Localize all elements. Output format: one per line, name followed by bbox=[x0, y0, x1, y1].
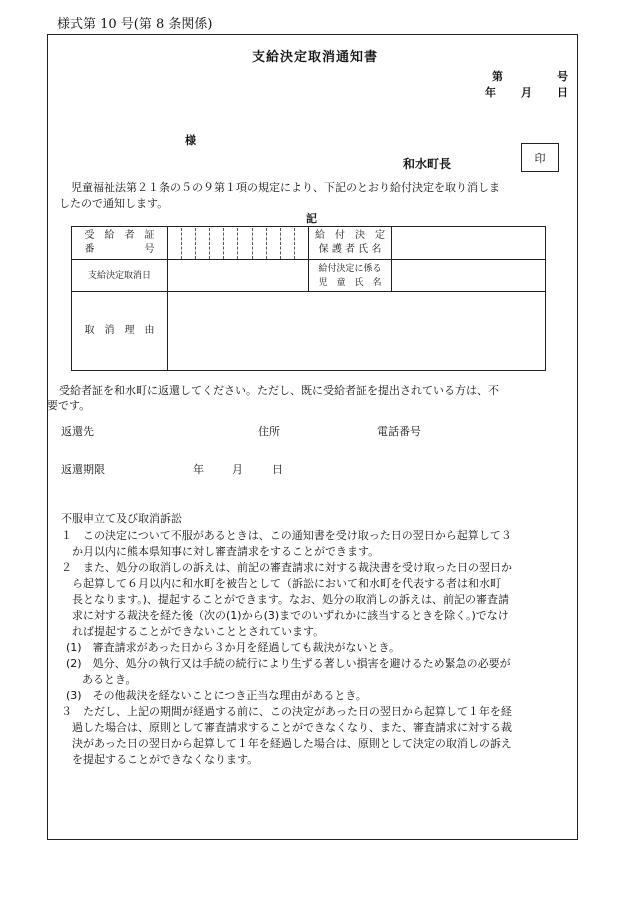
appeal-line: れば提起することができないこととされています。 bbox=[72, 625, 325, 638]
deadline-month: 月 bbox=[232, 463, 243, 476]
date-year: 年 bbox=[485, 86, 496, 99]
child-name-label: 給付決定に係る 児 童 氏 名 bbox=[309, 260, 392, 292]
form-number: 様式第 10 号(第 8 条関係) bbox=[57, 17, 213, 32]
recipient-number-label: 受 給 者 証 番 号 bbox=[72, 227, 168, 260]
appeal-line: (3) その他裁決を経ないことにつき正当な理由があるとき。 bbox=[66, 689, 367, 702]
cancel-date-field[interactable] bbox=[168, 260, 309, 292]
return-destination-label: 返還先 bbox=[61, 425, 94, 438]
appeal-line: ２ また、処分の取消しの訴えは、前記の審査請求に対する裁決書を受け取った日の翌日か bbox=[61, 561, 512, 574]
return-line-2: 要です。 bbox=[47, 399, 91, 412]
guardian-name-field[interactable] bbox=[392, 227, 546, 260]
intro-line-2: したので通知します。 bbox=[59, 197, 169, 210]
appeal-heading: 不服申立て及び取消訴訟 bbox=[61, 512, 182, 525]
date-day: 日 bbox=[557, 86, 568, 99]
deadline-year: 年 bbox=[193, 463, 204, 476]
appeal-line: １ この決定について不服があるときは、この通知書を受け取った日の翌日から起算して３ bbox=[61, 529, 512, 542]
return-line-1: 受給者証を和水町に返還してください。ただし、既に受給者証を提出されている方は、不 bbox=[59, 384, 499, 397]
appeal-line: か月以内に熊本県知事に対し審査請求をすることができます。 bbox=[72, 545, 380, 558]
appeal-line: ３ ただし、上記の期間が経過する前に、この決定があった日の翌日から起算して１年を経 bbox=[61, 705, 512, 718]
appeal-line: 決があった日の翌日から起算して１年を経過した場合は、原則として決定の取消しの訴え bbox=[72, 737, 512, 750]
date-month: 月 bbox=[521, 86, 532, 99]
appeal-line: 求に対する裁決を経た後（次の(1)から(3)までのいずれかに該当するときを除く。)でなけ bbox=[72, 609, 509, 622]
document-title: 支給決定取消通知書 bbox=[251, 50, 378, 65]
appeal-line: 過した場合は、原則として審査請求することができなくなり、また、審査請求に対する裁 bbox=[72, 721, 512, 734]
appeal-line: を提起することができなくなります。 bbox=[72, 753, 259, 766]
child-name-field[interactable] bbox=[392, 260, 546, 292]
return-address-label: 住所 bbox=[258, 425, 280, 438]
appeal-line: (2) 処分、処分の執行又は手続の続行により生ずる著しい損害を避けるため緊急の必要が bbox=[66, 657, 511, 670]
return-deadline-label: 返還期限 bbox=[61, 463, 105, 476]
intro-line-1: 児童福祉法第２１条の５の９第１項の規定により、下記のとおり給付決定を取り消しま bbox=[71, 181, 500, 194]
appeal-line: ら起算して６月以内に和水町を被告として（訴訟において和水町を代表する者は和水町 bbox=[72, 577, 501, 590]
return-phone-label: 電話番号 bbox=[377, 425, 421, 438]
appeal-line: あるとき。 bbox=[82, 673, 137, 686]
guardian-name-label: 給 付 決 定 保 護 者 氏 名 bbox=[309, 227, 392, 260]
ki-heading: 記 bbox=[306, 212, 317, 225]
cancel-reason-field[interactable] bbox=[168, 292, 546, 371]
number-label: 第 bbox=[492, 70, 503, 83]
seal-box bbox=[521, 143, 559, 172]
deadline-day: 日 bbox=[272, 463, 283, 476]
record-table bbox=[71, 226, 546, 371]
appeal-line: (1) 審査請求があった日から３か月を経過しても裁決がないとき。 bbox=[66, 641, 401, 654]
cancel-date-label: 支給決定取消日 bbox=[72, 260, 168, 292]
addressee-suffix: 様 bbox=[185, 134, 196, 147]
issuer-name: 和水町長 bbox=[403, 157, 452, 171]
number-suffix: 号 bbox=[557, 70, 568, 83]
cancel-reason-label: 取 消 理 由 bbox=[72, 292, 168, 371]
recipient-number-field[interactable] bbox=[168, 227, 309, 260]
appeal-line: 長となります。)、提起することができます。なお、処分の取消しの訴えは、前記の審査請 bbox=[72, 593, 510, 606]
seal-label: 印 bbox=[534, 151, 546, 165]
